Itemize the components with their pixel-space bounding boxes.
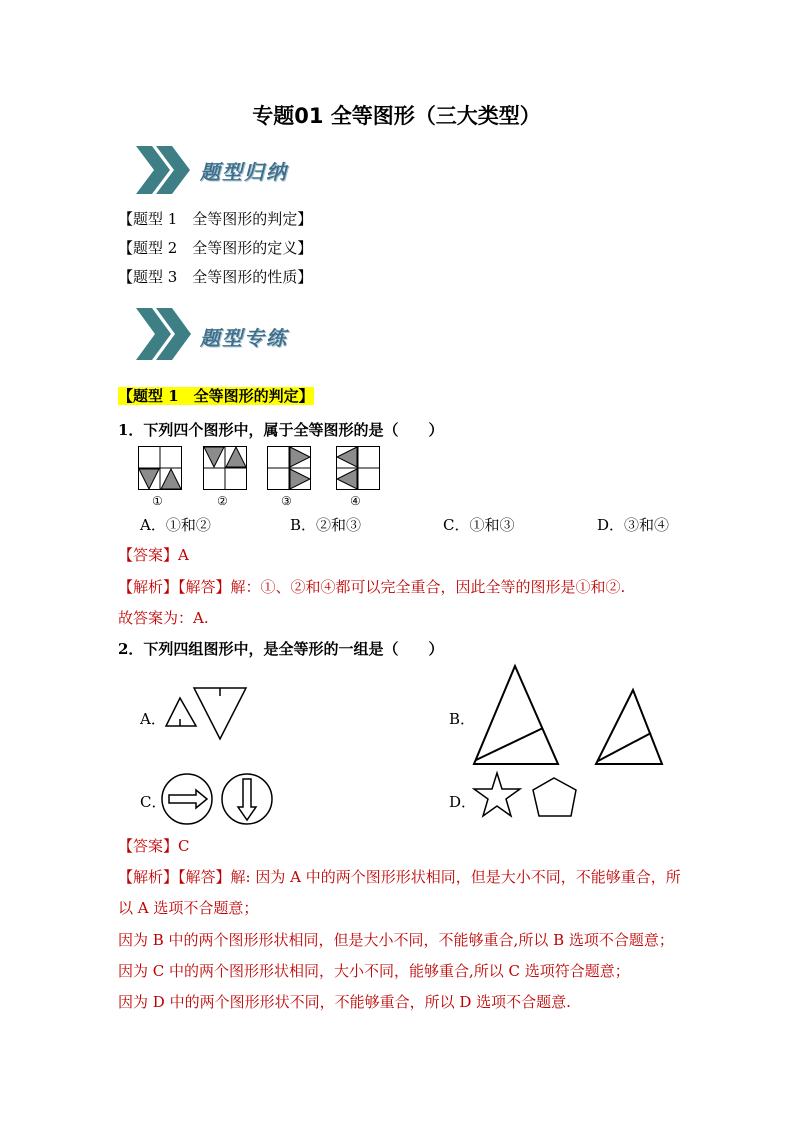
q2-answer <box>118 836 190 856</box>
banner-label: 题型专练 <box>200 326 288 350</box>
answer-label: 【答案】 <box>118 546 179 564</box>
double-chevron-icon <box>134 144 194 196</box>
answer-value: A <box>178 546 189 564</box>
q2-option-d-figure <box>472 768 592 828</box>
q2-option-b-label: B． <box>449 710 476 728</box>
section-banner-summary <box>134 144 314 202</box>
section-heading <box>118 386 314 406</box>
q1-figure-label-2: ② <box>217 494 228 508</box>
q2-option-d-label: D． <box>449 793 477 811</box>
answer-label: 【答案】 <box>118 837 179 855</box>
q2-analysis-line-1 <box>118 867 681 887</box>
q1-option-d: D．③和④ <box>597 516 670 534</box>
analysis-text: 因为 A 中的两个图形形状相同，但是大小不同，不能够重合，所 <box>255 868 681 886</box>
answer-value: C <box>178 837 190 855</box>
q1-figure-3 <box>267 446 311 490</box>
section-heading-text: 【题型 1 全等图形的判定】 <box>118 387 314 405</box>
q1-figure-1 <box>138 446 182 490</box>
q2-analysis-line-2: 以 A 选项不合题意； <box>118 899 259 917</box>
q1-option-b: B．②和③ <box>290 516 362 534</box>
toc-item-3: 【题型 3 全等图形的性质】 <box>118 268 313 286</box>
q2-analysis-line-5: 因为 D 中的两个图形形状不同，不能够重合，所以 D 选项不合题意. <box>118 993 571 1011</box>
toc-item-1: 【题型 1 全等图形的判定】 <box>118 210 313 228</box>
analysis-label: 【解析】【解答】解: <box>118 868 256 886</box>
q1-answer <box>118 545 189 565</box>
q1-figure-label-3: ③ <box>281 494 292 508</box>
q2-analysis-line-3: 因为 B 中的两个图形形状相同，但是大小不同，不能够重合,所以 B 选项不合题意； <box>118 931 674 949</box>
q1-figure-label-4: ④ <box>350 494 361 508</box>
section-banner-practice <box>134 306 314 364</box>
analysis-text: ①、②和④都可以完全重合，因此全等的图形是①和②. <box>260 578 626 596</box>
q1-figure-4 <box>336 446 380 490</box>
q2-option-b-figure <box>472 664 672 766</box>
q2-analysis-line-4: 因为 C 中的两个图形形状相同，大小不同，能够重合,所以 C 选项符合题意； <box>118 962 630 980</box>
q1-analysis <box>118 577 625 597</box>
q1-conclusion: 故答案为：A. <box>118 609 209 627</box>
q2-option-c-label: C． <box>140 793 167 811</box>
q1-figure-2 <box>203 446 247 490</box>
toc-item-2: 【题型 2 全等图形的定义】 <box>118 239 313 257</box>
q1-figure-label-1: ① <box>152 494 163 508</box>
q2-option-a-figure <box>162 686 252 746</box>
q1-option-c: C．①和③ <box>443 516 515 534</box>
question-1-stem: 1．下列四个图形中，属于全等图形的是（ ） <box>118 421 444 439</box>
q2-option-a-label: A． <box>140 710 166 728</box>
question-2-stem: 2．下列四组图形中，是全等形的一组是（ ） <box>118 640 444 658</box>
analysis-label: 【解析】【解答】解： <box>118 578 261 596</box>
page-title: 专题01 全等图形（三大类型） <box>252 104 541 128</box>
q2-option-c-figure <box>161 770 281 828</box>
double-chevron-icon <box>134 306 194 362</box>
q1-option-a: A．①和② <box>140 516 211 534</box>
banner-label: 题型归纳 <box>200 160 288 184</box>
